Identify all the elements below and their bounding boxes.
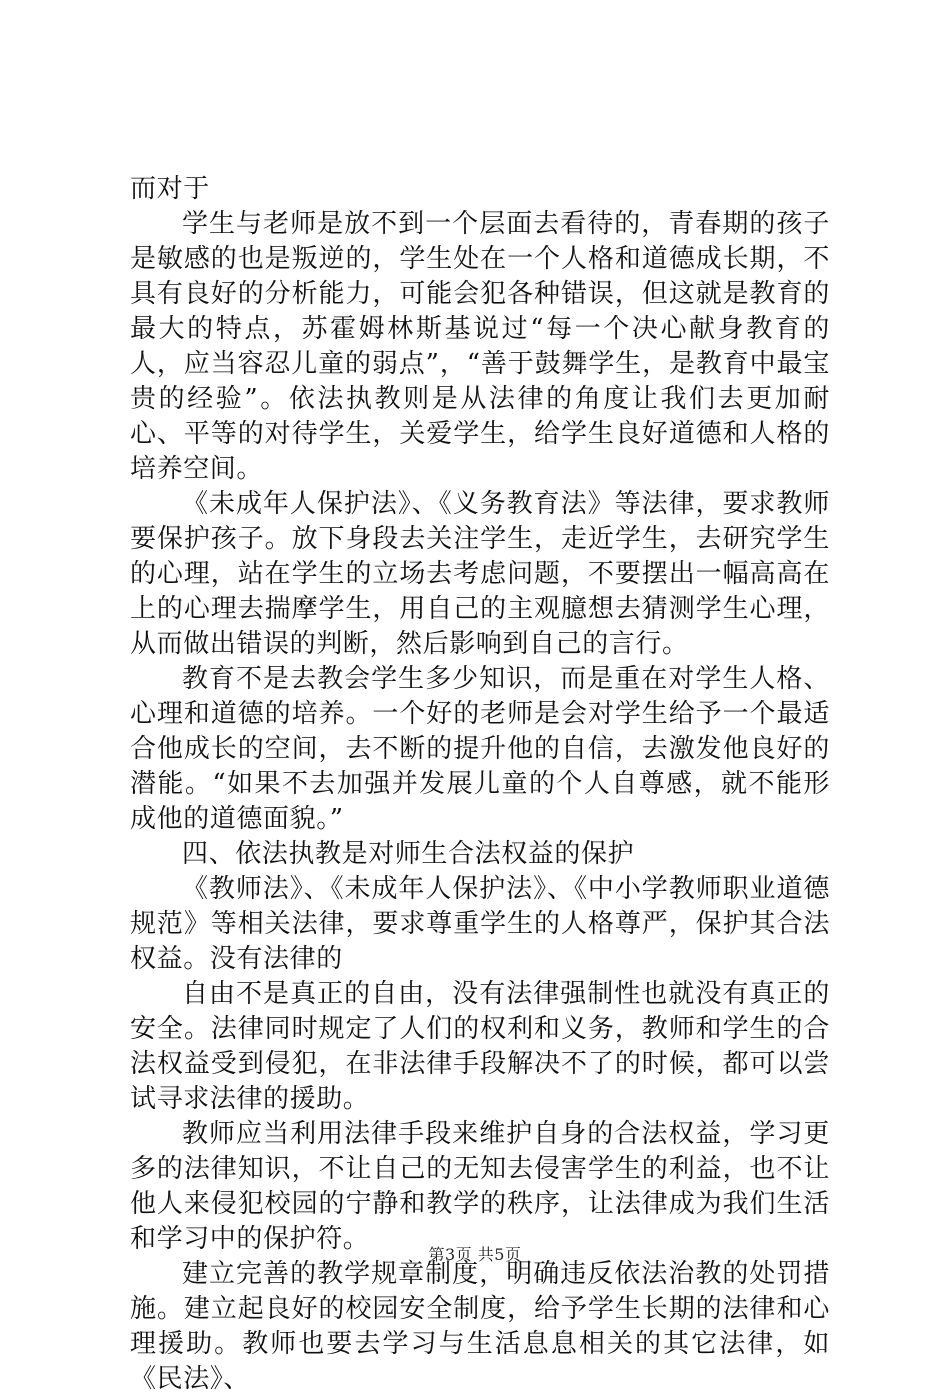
paragraph-continuation: 而对于 (130, 174, 210, 204)
paragraph-regulations: 建立完善的教学规章制度，明确违反依法治教的处罚措施。建立起良好的校园安全制度，给予学生长期的法律和心理援助。教师也要去学习与生活息息相关的其它法律，如《民法》、 (130, 1259, 830, 1394)
paragraph-teacher-law: 《教师法》、《未成年人保护法》、《中小学教师职业道德规范》等相关法律，要求尊重学生的人格尊严，保护其合法权益。没有法律的 (130, 874, 830, 974)
paragraph-education-purpose: 教育不是去教会学生多少知识，而是重在对学生人格、心理和道德的培养。一个好的老师是会对学生给予一个最适合他成长的空间，去不断的提升他的自信，去激发他良好的潜能。“如果不去加强并发展儿童的个人自尊感，就不能形成他的道德面貌。” (130, 664, 830, 834)
paragraph-rights-protection: 教师应当利用法律手段来维护自身的合法权益，学习更多的法律知识，不让自己的无知去侵害学生的利益，也不让他人来侵犯校园的宁静和教学的秩序，让法律成为我们生活和学习中的保护符。 (130, 1119, 830, 1254)
document-body (130, 172, 830, 1397)
section-heading-four: 四、依法执教是对师生合法权益的保护 (182, 839, 635, 869)
page-number: 第3页 共5页 (428, 1245, 522, 1264)
paragraph-freedom: 自由不是真正的自由，没有法律强制性也就没有真正的安全。法律同时规定了人们的权利和义务，教师和学生的合法权益受到侵犯，在非法律手段解决不了的时候，都可以尝试寻求法律的援助。 (130, 979, 830, 1114)
paragraph-teacher-student: 学生与老师是放不到一个层面去看待的，青春期的孩子是敏感的也是叛逆的，学生处在一个人格和道德成长期，不具有良好的分析能力，可能会犯各种错误，但这就是教育的最大的特点，苏霍姆林斯基说过“每一个决心献身教育的人，应当容忍儿童的弱点”，“善于鼓舞学生，是教育中最宝贵的经验”。依法执教则是从法律的角度让我们去更加耐心、平等的对待学生，关爱学生，给学生良好道德和人格的培养空间。 (130, 209, 830, 484)
paragraph-minor-protection-law: 《未成年人保护法》、《义务教育法》等法律，要求教师要保护孩子。放下身段去关注学生，走近学生，去研究学生的心理，站在学生的立场去考虑问题，不要摆出一幅高高在上的心理去揣摩学生，用自己的主观臆想去猜测学生心理，从而做出错误的判断，然后影响到自己的言行。 (130, 489, 830, 659)
